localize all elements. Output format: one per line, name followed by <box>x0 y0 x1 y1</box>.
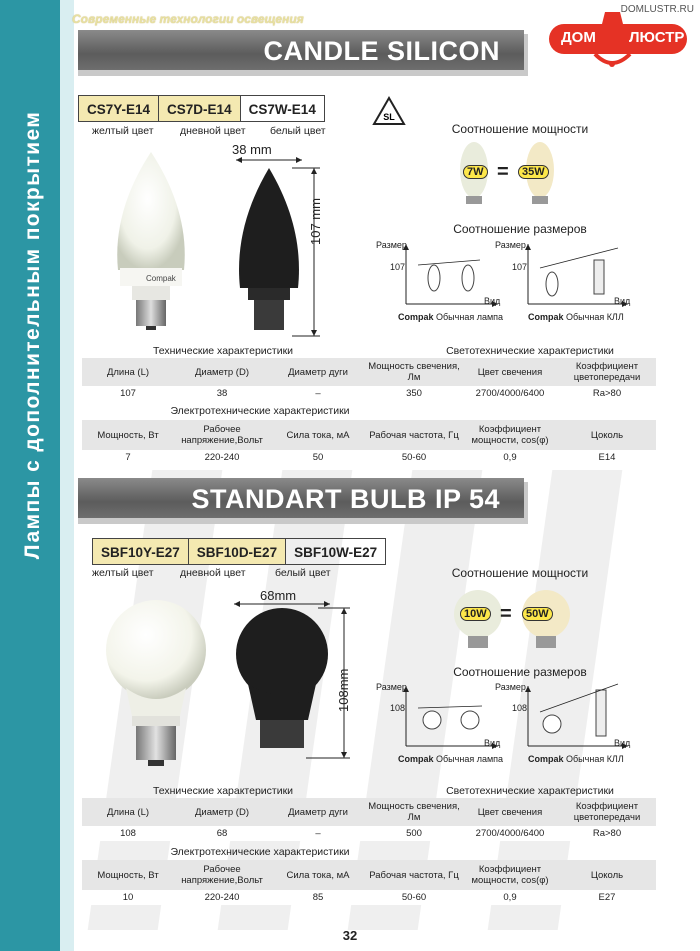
spec-header: Цоколь <box>558 860 656 890</box>
spec-header: Коэффициент цветопередачи <box>558 798 656 826</box>
spec-value: 220-240 <box>174 450 270 465</box>
power-left-badge: 7W <box>463 165 488 179</box>
sl-mark-text: SL <box>383 112 395 122</box>
site-domain: DOMLUSTR.RU <box>620 4 694 15</box>
brand-logo <box>545 10 695 68</box>
logo-text-left: ДОМ <box>561 29 596 46</box>
spec-header: Длина (L) <box>82 798 174 826</box>
dimension-height: 108mm <box>336 668 351 712</box>
spec-header: Коэффициент мощности, cos(φ) <box>462 420 558 450</box>
elec-title: Электротехнические характеристики <box>170 846 350 858</box>
spec-header: Цвет свечения <box>462 358 558 386</box>
spec-table-light <box>82 358 656 401</box>
power-left-badge: 10W <box>460 607 491 621</box>
candle-dimension-drawing <box>222 140 352 340</box>
spec-table-light <box>82 798 656 841</box>
spec-header: Мощность, Вт <box>82 860 174 890</box>
x-axis-label: Вид <box>614 296 631 306</box>
section-banner <box>78 478 524 518</box>
spec-value: 220-240 <box>174 890 270 905</box>
model-code: SBF10Y-E27 <box>92 538 188 565</box>
spec-value: E27 <box>558 890 656 905</box>
spec-header: Рабочая частота, Гц <box>366 420 462 450</box>
size-ratio-chart <box>390 238 640 322</box>
side-title: Лампы с дополнительным покрытием <box>21 110 44 560</box>
size-ratio-title: Соотношение размеров <box>453 222 587 236</box>
logo-text-right: ЛЮСТР <box>629 29 685 46</box>
elec-title: Электротехнические характеристики <box>170 405 350 417</box>
spec-header: Сила тока, мА <box>270 420 366 450</box>
spec-header: Цвет свечения <box>462 798 558 826</box>
spec-header: Рабочая частота, Гц <box>366 860 462 890</box>
spec-value: 50-60 <box>366 890 462 905</box>
spec-value: 85 <box>270 890 366 905</box>
x-axis-label: Вид <box>484 296 501 306</box>
spec-header: Мощность свечения, Лм <box>366 358 462 386</box>
color-label: дневной цвет <box>180 125 246 137</box>
page-number: 32 <box>342 928 358 943</box>
spec-value: 50 <box>270 450 366 465</box>
spec-value: 350 <box>366 386 462 401</box>
y-axis-label: Размер <box>495 682 526 692</box>
power-right-badge: 50W <box>522 607 553 621</box>
model-code: CS7W-E14 <box>240 95 325 122</box>
model-list <box>78 95 325 122</box>
spec-value: E14 <box>558 450 656 465</box>
spec-value: 2700/4000/6400 <box>462 386 558 401</box>
model-code: CS7D-E14 <box>158 95 240 122</box>
spec-value: 0,9 <box>462 450 558 465</box>
spec-header: Коэффициент цветопередачи <box>558 358 656 386</box>
y-tick-label: 107 <box>390 262 406 272</box>
spec-value: 7 <box>82 450 174 465</box>
bulb-lamp-photo <box>102 598 212 770</box>
spec-header: Сила тока, мА <box>270 860 366 890</box>
series-title: Современные технологии освещения <box>72 12 304 26</box>
tech-title: Технические характеристики <box>152 785 294 797</box>
spec-header: Мощность свечения, Лм <box>366 798 462 826</box>
model-code: SBF10D-E27 <box>188 538 285 565</box>
sl-mark-icon <box>372 96 406 126</box>
spec-value: 10 <box>82 890 174 905</box>
spec-header: Диаметр (D) <box>174 358 270 386</box>
spec-value: 500 <box>366 826 462 841</box>
y-tick-label: 108 <box>512 703 528 713</box>
model-code: CS7Y-E14 <box>78 95 158 122</box>
spec-value: 107 <box>82 386 174 401</box>
spec-value: Ra>80 <box>558 386 656 401</box>
color-label: белый цвет <box>275 567 331 579</box>
color-label: дневной цвет <box>180 567 246 579</box>
y-axis-label: Размер <box>495 240 526 250</box>
color-label: белый цвет <box>270 125 326 137</box>
power-right-badge: 35W <box>518 165 549 179</box>
light-title: Светотехнические характеристики <box>446 785 614 797</box>
power-ratio-title: Соотношение мощности <box>451 566 589 580</box>
color-label: желтый цвет <box>92 567 154 579</box>
model-code: SBF10W-E27 <box>285 538 386 565</box>
spec-header: Коэффициент мощности, cos(φ) <box>462 860 558 890</box>
dimension-width: 68mm <box>260 588 297 603</box>
tech-title: Технические характеристики <box>152 345 294 357</box>
dimension-height: 107 mm <box>308 198 323 245</box>
power-equals: = <box>500 603 512 625</box>
spec-value: 2700/4000/6400 <box>462 826 558 841</box>
spec-value: 108 <box>82 826 174 841</box>
side-band-light <box>60 0 74 951</box>
x-axis-label: Вид <box>614 738 631 748</box>
spec-table-electrical <box>82 860 656 905</box>
size-ratio-title: Соотношение размеров <box>453 665 587 679</box>
section-title: CANDLE SILICON <box>263 36 500 66</box>
light-title: Светотехнические характеристики <box>446 345 614 357</box>
spec-header: Рабочее напряжение,Вольт <box>174 420 270 450</box>
spec-table-electrical <box>82 420 656 465</box>
candle-lamp-photo <box>96 150 206 330</box>
spec-value: 0,9 <box>462 890 558 905</box>
brand-label: Compak <box>146 274 176 283</box>
size-ratio-chart <box>390 680 640 764</box>
spec-header: Рабочее напряжение,Вольт <box>174 860 270 890</box>
spec-value: Ra>80 <box>558 826 656 841</box>
y-axis-label: Размер <box>376 682 407 692</box>
power-ratio-title: Соотношение мощности <box>451 122 589 136</box>
caption-left: Compak Обычная лампа <box>398 312 504 322</box>
y-tick-label: 108 <box>390 703 406 713</box>
spec-header: Диаметр дуги <box>270 358 366 386</box>
caption-left: Compak Обычная лампа <box>398 754 504 764</box>
spec-header: Мощность, Вт <box>82 420 174 450</box>
spec-value: 68 <box>174 826 270 841</box>
section-banner <box>78 30 524 70</box>
spec-header: Диаметр дуги <box>270 798 366 826</box>
spec-value: 38 <box>174 386 270 401</box>
spec-header: Диаметр (D) <box>174 798 270 826</box>
section-title: STANDART BULB IP 54 <box>191 484 500 514</box>
power-equals: = <box>497 161 509 183</box>
spec-header: Цоколь <box>558 420 656 450</box>
spec-value: – <box>270 386 366 401</box>
spec-header: Длина (L) <box>82 358 174 386</box>
spec-value: 50-60 <box>366 450 462 465</box>
dimension-width: 38 mm <box>232 142 272 157</box>
spec-value: – <box>270 826 366 841</box>
y-tick-label: 107 <box>512 262 528 272</box>
y-axis-label: Размер <box>376 240 407 250</box>
color-label: желтый цвет <box>92 125 154 137</box>
caption-right: Compak Обычная КЛЛ <box>528 312 624 322</box>
x-axis-label: Вид <box>484 738 501 748</box>
caption-right: Compak Обычная КЛЛ <box>528 754 624 764</box>
model-list <box>92 538 386 565</box>
